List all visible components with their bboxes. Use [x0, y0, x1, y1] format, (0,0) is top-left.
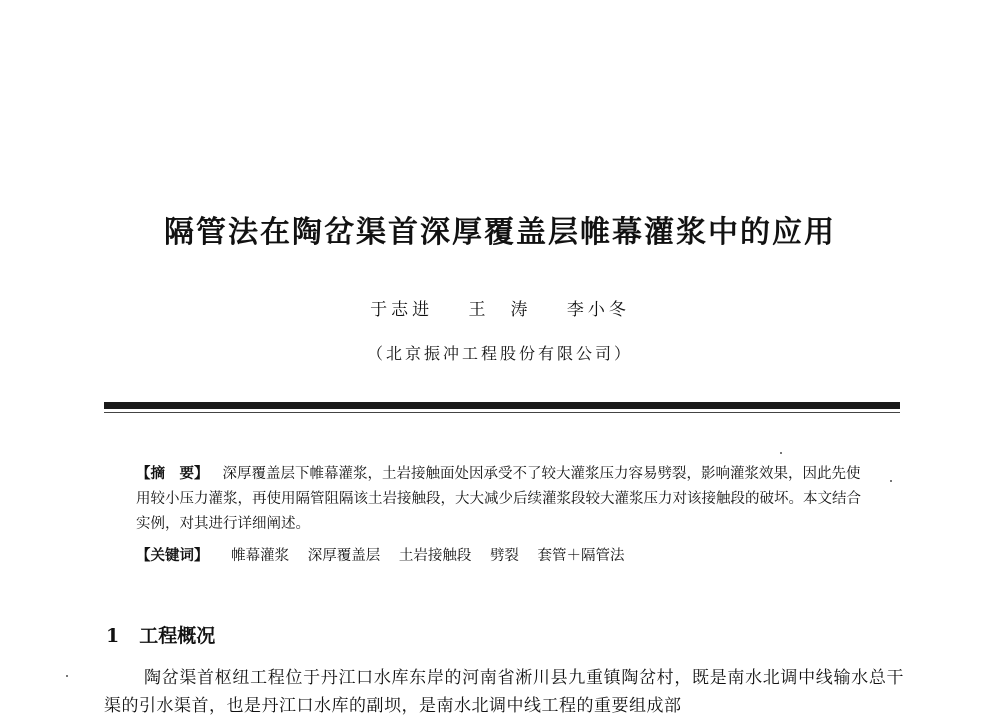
abstract-label: 【摘 要】 [136, 466, 209, 482]
header-divider-thick [104, 402, 900, 409]
keyword: 套管＋隔管法 [537, 548, 625, 564]
scan-speck [780, 452, 782, 454]
keyword: 帷幕灌浆 [231, 548, 290, 564]
paper-title: 隔管法在陶岔渠首深厚覆盖层帷幕灌浆中的应用 [164, 215, 836, 250]
keywords-block [136, 544, 866, 569]
section-heading [106, 621, 215, 648]
scan-speck [890, 480, 892, 482]
section-title: 工程概况 [139, 625, 216, 647]
keyword: 劈裂 [489, 548, 519, 564]
keyword: 土岩接触段 [398, 548, 472, 564]
body-paragraph: 陶岔渠首枢纽工程位于丹江口水库东岸的河南省淅川县九重镇陶岔村，既是南水北调中线输水总干渠的引水渠首，也是丹江口水库的副坝，是南水北调中线工程的重要组成部 [104, 668, 904, 716]
author-2: 王 涛 [468, 300, 532, 320]
author-list [0, 295, 1000, 320]
author-1: 于志进 [370, 300, 434, 320]
section-number: 1 [106, 625, 120, 647]
author-3: 李小冬 [566, 300, 630, 320]
header-divider-thin [104, 412, 900, 413]
abstract-block [136, 462, 866, 537]
affiliation: （北京振冲工程股份有限公司） [366, 344, 633, 363]
abstract-text: 深厚覆盖层下帷幕灌浆，土岩接触面处因承受不了较大灌浆压力容易劈裂，影响灌浆效果，因此先使用较小压力灌浆，再使用隔管阻隔该土岩接触段，大大减少后续灌浆段较大灌浆压力对该接触段的破坏。本文结合实例，对其进行详细阐述。 [136, 466, 861, 532]
keyword: 深厚覆盖层 [307, 548, 381, 564]
scan-speck [66, 675, 68, 677]
keywords-label: 【关键词】 [136, 548, 209, 564]
